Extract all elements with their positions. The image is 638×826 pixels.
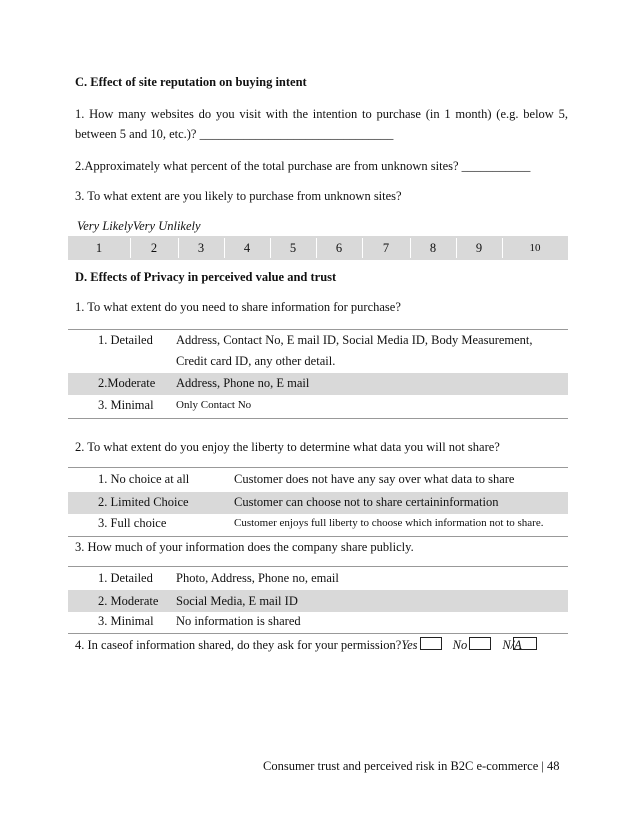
table2-row2-desc: Customer can choose not to share certaininformation bbox=[234, 495, 499, 509]
question-d4-text: 4. In caseof information shared, do they ask for your permission? bbox=[75, 638, 402, 652]
table1-row2-label: 2.Moderate bbox=[98, 376, 156, 390]
table3-row1-desc: Photo, Address, Phone no, email bbox=[176, 571, 339, 585]
question-d3: 3. How much of your information does the company share publicly. bbox=[75, 540, 414, 554]
scale-divider bbox=[270, 238, 271, 258]
table1-row1-label: 1. Detailed bbox=[98, 333, 153, 347]
table1-row2-desc: Address, Phone no, E mail bbox=[176, 376, 310, 390]
table3-row2-label: 2. Moderate bbox=[98, 594, 159, 608]
scale-divider bbox=[178, 238, 179, 258]
table1-row3-label: 3. Minimal bbox=[98, 398, 154, 412]
table-rule bbox=[68, 418, 568, 419]
scale-cell-1[interactable]: 1 bbox=[95, 241, 103, 255]
scale-cell-6[interactable]: 6 bbox=[335, 241, 343, 255]
answer-no-label: No bbox=[452, 638, 468, 652]
answer-yes-label: Yes bbox=[401, 638, 418, 652]
table-rule bbox=[68, 633, 568, 634]
table2-row1-desc: Customer does not have any say over what data to share bbox=[234, 472, 515, 486]
yes-checkbox[interactable] bbox=[420, 637, 442, 650]
scale-cell-3[interactable]: 3 bbox=[197, 241, 205, 255]
table1-row1-desc: Address, Contact No, E mail ID, Social Media ID, Body Measurement, bbox=[176, 333, 533, 347]
section-c-heading: C. Effect of site reputation on buying intent bbox=[75, 75, 307, 89]
table1-row1-desc-cont: Credit card ID, any other detail. bbox=[176, 354, 336, 368]
table-rule bbox=[68, 329, 568, 330]
question-c3: 3. To what extent are you likely to purchase from unknown sites? bbox=[75, 189, 402, 203]
scale-divider bbox=[130, 238, 131, 258]
question-d4 bbox=[75, 637, 541, 653]
no-checkbox[interactable] bbox=[469, 637, 491, 650]
scale-cell-7[interactable]: 7 bbox=[382, 241, 390, 255]
scale-divider bbox=[224, 238, 225, 258]
likert-scale bbox=[68, 236, 568, 260]
scale-cell-4[interactable]: 4 bbox=[243, 241, 251, 255]
scale-cell-10[interactable]: 10 bbox=[529, 242, 541, 254]
table3-row2-desc: Social Media, E mail ID bbox=[176, 594, 298, 608]
likert-scale-label: Very LikelyVery Unlikely bbox=[77, 219, 201, 233]
table2-row3-label: 3. Full choice bbox=[98, 516, 167, 530]
page-footer: Consumer trust and perceived risk in B2C e-commerce | 48 bbox=[263, 759, 560, 773]
question-c2: 2.Approximately what percent of the total purchase are from unknown sites? ___________ bbox=[75, 159, 531, 173]
scale-cell-8[interactable]: 8 bbox=[429, 241, 437, 255]
scale-divider bbox=[410, 238, 411, 258]
scale-divider bbox=[502, 238, 503, 258]
table2-row3-desc: Customer enjoys full liberty to choose which information not to share. bbox=[234, 517, 544, 529]
table2-row2-label: 2. Limited Choice bbox=[98, 495, 189, 509]
question-c1-line2: between 5 and 10, etc.)? _______________________________ bbox=[75, 127, 394, 141]
table3-row1-label: 1. Detailed bbox=[98, 571, 153, 585]
scale-cell-5[interactable]: 5 bbox=[289, 241, 297, 255]
question-d2: 2. To what extent do you enjoy the liberty to determine what data you will not share? bbox=[75, 440, 500, 454]
question-c1-line1: 1. How many websites do you visit with the intention to purchase (in 1 month) (e.g. below 5, bbox=[75, 107, 568, 121]
scale-cell-9[interactable]: 9 bbox=[475, 241, 483, 255]
question-d1: 1. To what extent do you need to share information for purchase? bbox=[75, 300, 401, 314]
scale-divider bbox=[362, 238, 363, 258]
table1-row3-desc: Only Contact No bbox=[176, 399, 252, 411]
table3-row3-desc: No information is shared bbox=[176, 614, 301, 628]
table3-row3-label: 3. Minimal bbox=[98, 614, 154, 628]
section-d-heading: D. Effects of Privacy in perceived value and trust bbox=[75, 270, 337, 284]
scale-divider bbox=[316, 238, 317, 258]
answer-na-label: N/A bbox=[502, 638, 522, 652]
table-rule bbox=[68, 467, 568, 468]
table-rule bbox=[68, 566, 568, 567]
na-checkbox[interactable] bbox=[513, 637, 537, 650]
table2-row1-label: 1. No choice at all bbox=[98, 472, 190, 486]
table-rule bbox=[68, 536, 568, 537]
scale-cell-2[interactable]: 2 bbox=[150, 241, 158, 255]
scale-divider bbox=[456, 238, 457, 258]
